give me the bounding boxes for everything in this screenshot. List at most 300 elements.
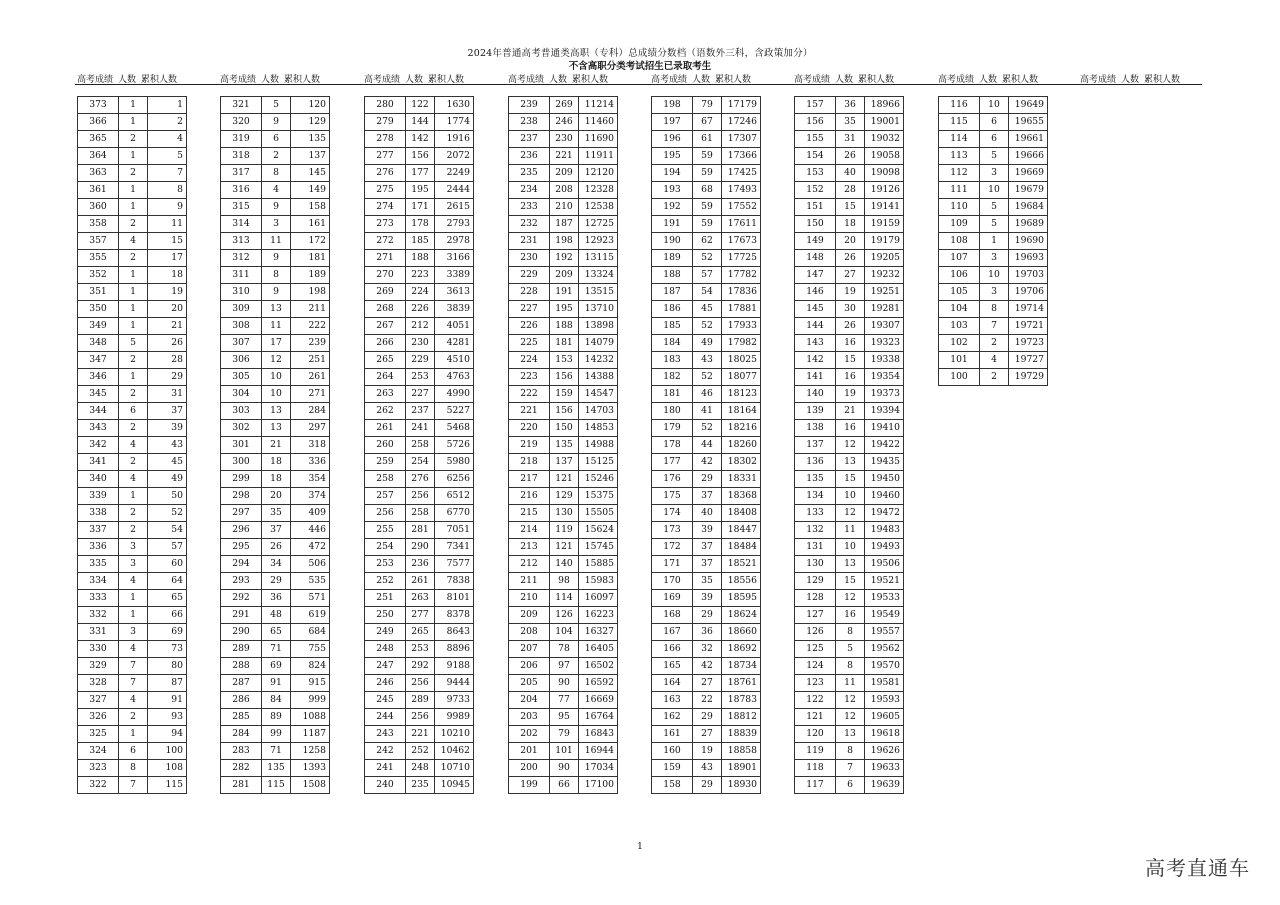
document-subtitle: 不含高职分类考试招生已录取考生 bbox=[568, 61, 712, 72]
table-row bbox=[78, 505, 187, 522]
count-cell: 42 bbox=[693, 658, 722, 675]
table-row bbox=[78, 148, 187, 165]
count-cell: 68 bbox=[693, 182, 722, 199]
table-row bbox=[509, 97, 618, 114]
score-cell: 314 bbox=[221, 216, 262, 233]
cumulative-cell: 19338 bbox=[865, 352, 904, 369]
cumulative-cell: 17034 bbox=[579, 760, 618, 777]
count-cell: 159 bbox=[550, 386, 579, 403]
count-cell: 15 bbox=[836, 199, 865, 216]
cumulative-cell: 18164 bbox=[722, 403, 761, 420]
cumulative-cell: 19 bbox=[148, 284, 187, 301]
score-cell: 195 bbox=[652, 148, 693, 165]
table-row bbox=[509, 726, 618, 743]
table-row bbox=[509, 386, 618, 403]
score-cell: 337 bbox=[78, 522, 119, 539]
score-cell: 300 bbox=[221, 454, 262, 471]
header-score: 高考成绩 bbox=[651, 75, 688, 85]
cumulative-cell: 19251 bbox=[865, 284, 904, 301]
cumulative-cell: 17 bbox=[148, 250, 187, 267]
count-cell: 95 bbox=[550, 709, 579, 726]
cumulative-cell: 10210 bbox=[435, 726, 474, 743]
cumulative-cell: 14547 bbox=[579, 386, 618, 403]
cumulative-cell: 19661 bbox=[1009, 131, 1048, 148]
score-cell: 125 bbox=[795, 641, 836, 658]
cumulative-cell: 9188 bbox=[435, 658, 474, 675]
cumulative-cell: 9444 bbox=[435, 675, 474, 692]
count-cell: 129 bbox=[550, 488, 579, 505]
cumulative-cell: 11214 bbox=[579, 97, 618, 114]
cumulative-cell: 1258 bbox=[291, 743, 330, 760]
count-cell: 2 bbox=[119, 709, 148, 726]
count-cell: 26 bbox=[836, 250, 865, 267]
count-cell: 36 bbox=[836, 97, 865, 114]
score-cell: 325 bbox=[78, 726, 119, 743]
cumulative-cell: 222 bbox=[291, 318, 330, 335]
table-row bbox=[795, 454, 904, 471]
score-cell: 242 bbox=[365, 743, 406, 760]
count-cell: 79 bbox=[550, 726, 579, 743]
cumulative-cell: 16764 bbox=[579, 709, 618, 726]
score-cell: 203 bbox=[509, 709, 550, 726]
score-cell: 100 bbox=[939, 369, 980, 386]
score-cell: 140 bbox=[795, 386, 836, 403]
score-cell: 237 bbox=[509, 131, 550, 148]
table-row bbox=[221, 301, 330, 318]
score-cell: 326 bbox=[78, 709, 119, 726]
table-row bbox=[795, 318, 904, 335]
score-cell: 226 bbox=[509, 318, 550, 335]
score-cell: 357 bbox=[78, 233, 119, 250]
cumulative-cell: 14853 bbox=[579, 420, 618, 437]
table-row bbox=[509, 454, 618, 471]
count-cell: 66 bbox=[550, 777, 579, 794]
table-row bbox=[795, 352, 904, 369]
cumulative-cell: 18858 bbox=[722, 743, 761, 760]
cumulative-cell: 18901 bbox=[722, 760, 761, 777]
cumulative-cell: 17552 bbox=[722, 199, 761, 216]
count-cell: 43 bbox=[693, 352, 722, 369]
score-cell: 349 bbox=[78, 318, 119, 335]
count-cell: 98 bbox=[550, 573, 579, 590]
score-cell: 229 bbox=[509, 267, 550, 284]
cumulative-cell: 108 bbox=[148, 760, 187, 777]
table-row bbox=[78, 114, 187, 131]
score-cell: 149 bbox=[795, 233, 836, 250]
cumulative-cell: 4763 bbox=[435, 369, 474, 386]
header-cumulative: 累积人数 bbox=[141, 75, 178, 85]
score-cell: 175 bbox=[652, 488, 693, 505]
cumulative-cell: 17673 bbox=[722, 233, 761, 250]
table-row bbox=[652, 318, 761, 335]
score-cell: 227 bbox=[509, 301, 550, 318]
count-cell: 258 bbox=[406, 505, 435, 522]
score-cell: 104 bbox=[939, 301, 980, 318]
table-row bbox=[365, 556, 474, 573]
count-cell: 79 bbox=[693, 97, 722, 114]
score-cell: 274 bbox=[365, 199, 406, 216]
table-row bbox=[509, 573, 618, 590]
score-cell: 341 bbox=[78, 454, 119, 471]
score-table bbox=[220, 96, 330, 794]
count-cell: 258 bbox=[406, 437, 435, 454]
table-row bbox=[78, 199, 187, 216]
cumulative-cell: 13324 bbox=[579, 267, 618, 284]
score-cell: 222 bbox=[509, 386, 550, 403]
table-row bbox=[78, 267, 187, 284]
score-cell: 322 bbox=[78, 777, 119, 794]
score-cell: 251 bbox=[365, 590, 406, 607]
score-cell: 196 bbox=[652, 131, 693, 148]
table-row bbox=[221, 539, 330, 556]
count-cell: 67 bbox=[693, 114, 722, 131]
cumulative-cell: 18521 bbox=[722, 556, 761, 573]
cumulative-cell: 12725 bbox=[579, 216, 618, 233]
count-cell: 3 bbox=[980, 284, 1009, 301]
score-cell: 198 bbox=[652, 97, 693, 114]
table-row bbox=[221, 777, 330, 794]
cumulative-cell: 8101 bbox=[435, 590, 474, 607]
cumulative-cell: 472 bbox=[291, 539, 330, 556]
count-cell: 10 bbox=[262, 369, 291, 386]
table-row bbox=[795, 403, 904, 420]
score-cell: 301 bbox=[221, 437, 262, 454]
cumulative-cell: 4051 bbox=[435, 318, 474, 335]
table-row bbox=[509, 488, 618, 505]
header-cumulative: 累积人数 bbox=[1144, 75, 1181, 85]
cumulative-cell: 10462 bbox=[435, 743, 474, 760]
count-cell: 69 bbox=[262, 658, 291, 675]
table-row bbox=[365, 709, 474, 726]
count-cell: 84 bbox=[262, 692, 291, 709]
cumulative-cell: 15125 bbox=[579, 454, 618, 471]
count-cell: 1 bbox=[119, 97, 148, 114]
table-row bbox=[365, 641, 474, 658]
count-cell: 130 bbox=[550, 505, 579, 522]
cumulative-cell: 8 bbox=[148, 182, 187, 199]
score-cell: 272 bbox=[365, 233, 406, 250]
cumulative-cell: 19435 bbox=[865, 454, 904, 471]
cumulative-cell: 13515 bbox=[579, 284, 618, 301]
count-cell: 2 bbox=[980, 369, 1009, 386]
score-cell: 133 bbox=[795, 505, 836, 522]
cumulative-cell: 18 bbox=[148, 267, 187, 284]
table-row bbox=[795, 301, 904, 318]
count-cell: 144 bbox=[406, 114, 435, 131]
cumulative-cell: 1 bbox=[148, 97, 187, 114]
score-cell: 306 bbox=[221, 352, 262, 369]
score-cell: 247 bbox=[365, 658, 406, 675]
score-cell: 329 bbox=[78, 658, 119, 675]
table-row bbox=[795, 488, 904, 505]
score-cell: 210 bbox=[509, 590, 550, 607]
count-cell: 59 bbox=[693, 165, 722, 182]
table-row bbox=[795, 726, 904, 743]
cumulative-cell: 2615 bbox=[435, 199, 474, 216]
table-row bbox=[221, 369, 330, 386]
score-cell: 176 bbox=[652, 471, 693, 488]
cumulative-cell: 684 bbox=[291, 624, 330, 641]
count-cell: 3 bbox=[980, 165, 1009, 182]
cumulative-cell: 11911 bbox=[579, 148, 618, 165]
score-cell: 147 bbox=[795, 267, 836, 284]
score-cell: 199 bbox=[509, 777, 550, 794]
watermark-text: 高考直通车 bbox=[1145, 856, 1250, 880]
score-cell: 102 bbox=[939, 335, 980, 352]
count-cell: 21 bbox=[262, 437, 291, 454]
table-row bbox=[939, 335, 1048, 352]
score-cell: 171 bbox=[652, 556, 693, 573]
count-cell: 10 bbox=[262, 386, 291, 403]
count-cell: 126 bbox=[550, 607, 579, 624]
score-cell: 358 bbox=[78, 216, 119, 233]
count-cell: 39 bbox=[693, 522, 722, 539]
cumulative-cell: 15375 bbox=[579, 488, 618, 505]
table-row bbox=[78, 369, 187, 386]
score-cell: 315 bbox=[221, 199, 262, 216]
count-cell: 91 bbox=[262, 675, 291, 692]
cumulative-cell: 19450 bbox=[865, 471, 904, 488]
cumulative-cell: 19655 bbox=[1009, 114, 1048, 131]
table-row bbox=[221, 131, 330, 148]
header-cumulative: 累积人数 bbox=[1002, 75, 1039, 85]
score-cell: 231 bbox=[509, 233, 550, 250]
cumulative-cell: 915 bbox=[291, 675, 330, 692]
cumulative-cell: 11460 bbox=[579, 114, 618, 131]
score-cell: 190 bbox=[652, 233, 693, 250]
table-row bbox=[509, 335, 618, 352]
table-row bbox=[221, 505, 330, 522]
count-cell: 27 bbox=[693, 726, 722, 743]
count-cell: 62 bbox=[693, 233, 722, 250]
count-cell: 10 bbox=[980, 267, 1009, 284]
cumulative-cell: 19394 bbox=[865, 403, 904, 420]
table-row bbox=[652, 488, 761, 505]
header-count: 人数 bbox=[549, 75, 568, 85]
score-cell: 212 bbox=[509, 556, 550, 573]
table-row bbox=[795, 590, 904, 607]
score-cell: 101 bbox=[939, 352, 980, 369]
table-row bbox=[221, 454, 330, 471]
count-cell: 26 bbox=[262, 539, 291, 556]
table-row bbox=[795, 607, 904, 624]
cumulative-cell: 57 bbox=[148, 539, 187, 556]
header-score: 高考成绩 bbox=[364, 75, 401, 85]
score-cell: 167 bbox=[652, 624, 693, 641]
table-row bbox=[509, 216, 618, 233]
cumulative-cell: 15 bbox=[148, 233, 187, 250]
cumulative-cell: 17179 bbox=[722, 97, 761, 114]
score-cell: 245 bbox=[365, 692, 406, 709]
table-row bbox=[795, 777, 904, 794]
table-row bbox=[78, 658, 187, 675]
table-row bbox=[652, 403, 761, 420]
score-cell: 255 bbox=[365, 522, 406, 539]
score-cell: 330 bbox=[78, 641, 119, 658]
cumulative-cell: 2 bbox=[148, 114, 187, 131]
cumulative-cell: 19570 bbox=[865, 658, 904, 675]
score-cell: 292 bbox=[221, 590, 262, 607]
score-cell: 205 bbox=[509, 675, 550, 692]
count-cell: 135 bbox=[262, 760, 291, 777]
score-cell: 263 bbox=[365, 386, 406, 403]
score-cell: 191 bbox=[652, 216, 693, 233]
score-cell: 334 bbox=[78, 573, 119, 590]
cumulative-cell: 755 bbox=[291, 641, 330, 658]
count-cell: 15 bbox=[836, 471, 865, 488]
cumulative-cell: 14079 bbox=[579, 335, 618, 352]
cumulative-cell: 16502 bbox=[579, 658, 618, 675]
score-cell: 269 bbox=[365, 284, 406, 301]
table-row bbox=[365, 199, 474, 216]
cumulative-cell: 149 bbox=[291, 182, 330, 199]
table-row bbox=[795, 182, 904, 199]
table-row bbox=[795, 539, 904, 556]
score-cell: 214 bbox=[509, 522, 550, 539]
table-row bbox=[652, 760, 761, 777]
score-cell: 117 bbox=[795, 777, 836, 794]
score-cell: 211 bbox=[509, 573, 550, 590]
score-cell: 281 bbox=[221, 777, 262, 794]
score-cell: 209 bbox=[509, 607, 550, 624]
score-cell: 182 bbox=[652, 369, 693, 386]
count-cell: 1 bbox=[119, 267, 148, 284]
cumulative-cell: 7051 bbox=[435, 522, 474, 539]
score-cell: 144 bbox=[795, 318, 836, 335]
score-cell: 116 bbox=[939, 97, 980, 114]
table-row bbox=[221, 675, 330, 692]
cumulative-cell: 4 bbox=[148, 131, 187, 148]
cumulative-cell: 135 bbox=[291, 131, 330, 148]
header-count: 人数 bbox=[692, 75, 711, 85]
cumulative-cell: 19126 bbox=[865, 182, 904, 199]
count-cell: 48 bbox=[262, 607, 291, 624]
cumulative-cell: 66 bbox=[148, 607, 187, 624]
table-row bbox=[509, 199, 618, 216]
score-cell: 310 bbox=[221, 284, 262, 301]
score-cell: 151 bbox=[795, 199, 836, 216]
table-row bbox=[509, 777, 618, 794]
cumulative-cell: 15885 bbox=[579, 556, 618, 573]
cumulative-cell: 17836 bbox=[722, 284, 761, 301]
cumulative-cell: 7341 bbox=[435, 539, 474, 556]
count-cell: 208 bbox=[550, 182, 579, 199]
count-cell: 191 bbox=[550, 284, 579, 301]
table-row bbox=[78, 488, 187, 505]
cumulative-cell: 11690 bbox=[579, 131, 618, 148]
cumulative-cell: 94 bbox=[148, 726, 187, 743]
score-cell: 235 bbox=[509, 165, 550, 182]
cumulative-cell: 12923 bbox=[579, 233, 618, 250]
cumulative-cell: 16097 bbox=[579, 590, 618, 607]
score-cell: 275 bbox=[365, 182, 406, 199]
count-cell: 6 bbox=[980, 131, 1009, 148]
table-row bbox=[365, 471, 474, 488]
cumulative-cell: 824 bbox=[291, 658, 330, 675]
score-cell: 168 bbox=[652, 607, 693, 624]
count-cell: 52 bbox=[693, 250, 722, 267]
cumulative-cell: 198 bbox=[291, 284, 330, 301]
cumulative-cell: 18812 bbox=[722, 709, 761, 726]
count-cell: 221 bbox=[406, 726, 435, 743]
table-row bbox=[78, 641, 187, 658]
score-cell: 241 bbox=[365, 760, 406, 777]
cumulative-cell: 16223 bbox=[579, 607, 618, 624]
count-cell: 188 bbox=[406, 250, 435, 267]
count-cell: 12 bbox=[836, 692, 865, 709]
table-row bbox=[221, 420, 330, 437]
score-cell: 297 bbox=[221, 505, 262, 522]
count-cell: 209 bbox=[550, 267, 579, 284]
cumulative-cell: 19032 bbox=[865, 131, 904, 148]
count-cell: 187 bbox=[550, 216, 579, 233]
table-row bbox=[78, 692, 187, 709]
count-cell: 114 bbox=[550, 590, 579, 607]
count-cell: 3 bbox=[262, 216, 291, 233]
count-cell: 16 bbox=[836, 335, 865, 352]
count-cell: 1 bbox=[119, 182, 148, 199]
table-row bbox=[795, 131, 904, 148]
score-cell: 350 bbox=[78, 301, 119, 318]
table-row bbox=[78, 420, 187, 437]
header-score: 高考成绩 bbox=[77, 75, 114, 85]
count-cell: 35 bbox=[262, 505, 291, 522]
count-cell: 29 bbox=[693, 709, 722, 726]
count-cell: 261 bbox=[406, 573, 435, 590]
cumulative-cell: 181 bbox=[291, 250, 330, 267]
count-cell: 121 bbox=[550, 471, 579, 488]
table-row bbox=[78, 97, 187, 114]
header-cumulative: 累积人数 bbox=[572, 75, 609, 85]
score-cell: 333 bbox=[78, 590, 119, 607]
cumulative-cell: 17425 bbox=[722, 165, 761, 182]
count-cell: 2 bbox=[119, 216, 148, 233]
score-cell: 135 bbox=[795, 471, 836, 488]
cumulative-cell: 17933 bbox=[722, 318, 761, 335]
score-cell: 324 bbox=[78, 743, 119, 760]
table-row bbox=[795, 743, 904, 760]
table-row bbox=[365, 335, 474, 352]
count-cell: 1 bbox=[119, 199, 148, 216]
count-cell: 6 bbox=[980, 114, 1009, 131]
table-row bbox=[221, 658, 330, 675]
cumulative-cell: 15246 bbox=[579, 471, 618, 488]
cumulative-cell: 26 bbox=[148, 335, 187, 352]
table-row bbox=[652, 454, 761, 471]
count-cell: 41 bbox=[693, 403, 722, 420]
score-cell: 304 bbox=[221, 386, 262, 403]
score-cell: 278 bbox=[365, 131, 406, 148]
count-cell: 5 bbox=[980, 216, 1009, 233]
table-row bbox=[652, 743, 761, 760]
score-cell: 291 bbox=[221, 607, 262, 624]
count-cell: 2 bbox=[119, 454, 148, 471]
cumulative-cell: 129 bbox=[291, 114, 330, 131]
score-cell: 373 bbox=[78, 97, 119, 114]
table-row bbox=[365, 539, 474, 556]
table-row bbox=[509, 658, 618, 675]
count-cell: 29 bbox=[693, 777, 722, 794]
cumulative-cell: 17725 bbox=[722, 250, 761, 267]
table-row bbox=[795, 760, 904, 777]
cumulative-cell: 18839 bbox=[722, 726, 761, 743]
count-cell: 224 bbox=[406, 284, 435, 301]
score-cell: 270 bbox=[365, 267, 406, 284]
cumulative-cell: 5980 bbox=[435, 454, 474, 471]
count-cell: 1 bbox=[119, 590, 148, 607]
table-row bbox=[221, 641, 330, 658]
score-cell: 288 bbox=[221, 658, 262, 675]
